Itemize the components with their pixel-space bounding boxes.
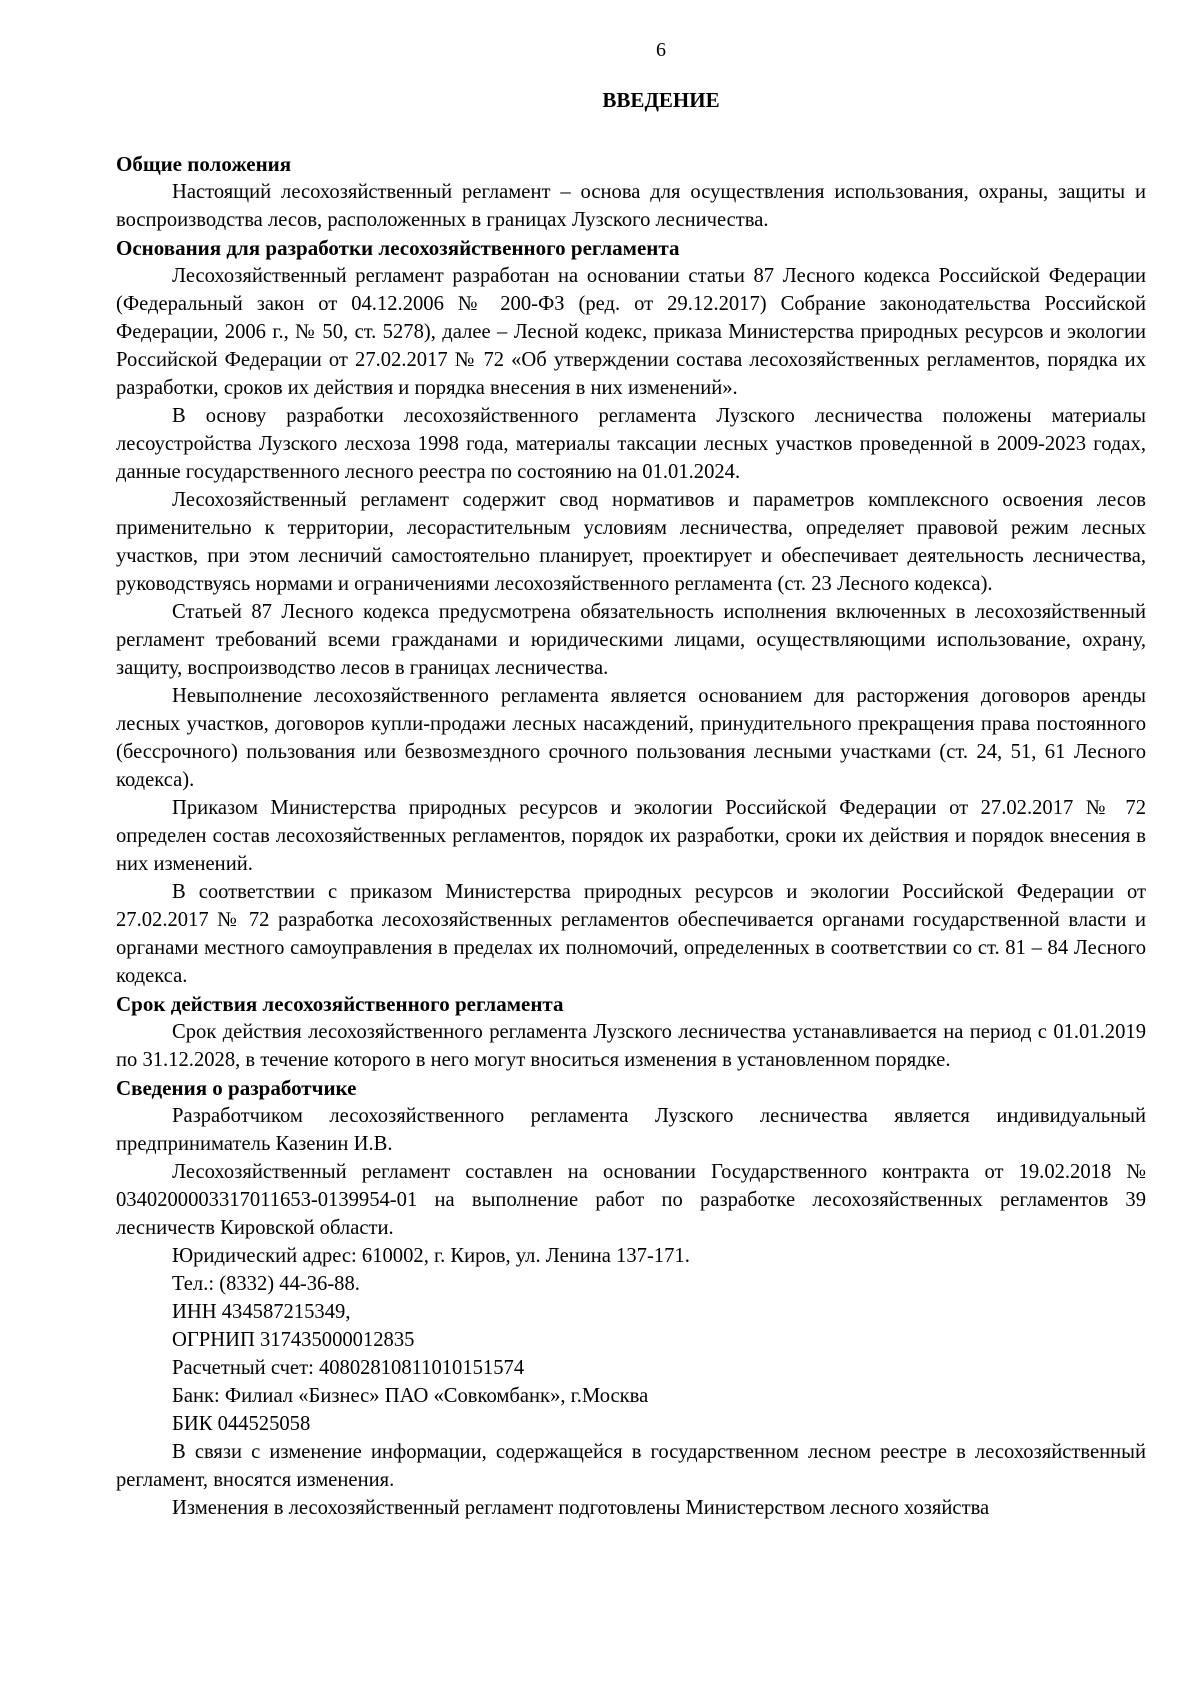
developer-bank: Банк: Филиал «Бизнес» ПАО «Совкомбанк», г.Москва bbox=[172, 1385, 649, 1407]
paragraph: Приказом Министерства природных ресурсов и экологии Российской Федерации от 27.02.2017 № 72 определен состав лесохозяйственных регламентов, порядок их разработки, сроки их действия и порядок внесения в них изменений. bbox=[116, 797, 1146, 875]
paragraph: Невыполнение лесохозяйственного регламента является основанием для расторжения договоров аренды лесных участков, договоров купли-продажи лесных насаждений, принудительного прекращения права постоянного (бессрочного) пользования или безвозмездного срочного пользования лесными участками (ст. 24, 51, 61 Лесного кодекса). bbox=[116, 685, 1146, 791]
section-heading-general: Общие положения bbox=[116, 152, 292, 176]
developer-account: Расчетный счет: 40802810811010151574 bbox=[172, 1357, 525, 1379]
paragraph: Изменения в лесохозяйственный регламент подготовлены Министерством лесного хозяйства bbox=[172, 1497, 990, 1519]
paragraph: Лесохозяйственный регламент разработан на основании статьи 87 Лесного кодекса Российской Федерации (Федеральный закон от 04.12.2006 № 200-ФЗ (ред. от 29.12.2017) Собрание законодательства Российской Федерации, 2006 г., № 50, ст. 5278), далее – Лесной кодекс, приказа Министерства природных ресурсов и экологии Российской Федерации от 27.02.2017 № 72 «Об утверждении состава лесохозяйственных регламентов, порядка их разработки, сроков их действия и порядка внесения в них изменений». bbox=[116, 265, 1146, 399]
document-page bbox=[116, 36, 1146, 1522]
paragraph: В связи с изменение информации, содержащейся в государственном лесном реестре в лесохозяйственный регламент, вносятся изменения. bbox=[116, 1441, 1146, 1491]
paragraph: Срок действия лесохозяйственного регламента Лузского лесничества устанавливается на период с 01.01.2019 по 31.12.2028, в течение которого в него могут вноситься изменения в установленном порядке. bbox=[116, 1021, 1146, 1071]
paragraph: В основу разработки лесохозяйственного регламента Лузского лесничества положены материалы лесоустройства Лузского лесхоза 1998 года, материалы таксации лесных участков проведенной в 2009-2023 годах, данные государственного лесного реестра по состоянию на 01.01.2024. bbox=[116, 405, 1146, 483]
page-title: ВВЕДЕНИЕ bbox=[602, 88, 720, 112]
section-heading-validity: Срок действия лесохозяйственного регламента bbox=[116, 992, 564, 1016]
paragraph: Разработчиком лесохозяйственного регламента Лузского лесничества является индивидуальный предприниматель Казенин И.В. bbox=[116, 1105, 1146, 1155]
developer-address: Юридический адрес: 610002, г. Киров, ул. Ленина 137-171. bbox=[172, 1245, 690, 1267]
developer-bik: БИК 044525058 bbox=[172, 1413, 311, 1435]
page-number: 6 bbox=[656, 39, 666, 61]
paragraph: В соответствии с приказом Министерства природных ресурсов и экологии Российской Федерации от 27.02.2017 № 72 разработка лесохозяйственных регламентов обеспечивается органами государственной власти и органами местного самоуправления в пределах их полномочий, определенных в соответствии со ст. 81 – 84 Лесного кодекса. bbox=[116, 881, 1146, 987]
paragraph: Лесохозяйственный регламент содержит свод нормативов и параметров комплексного освоения лесов применительно к территории, лесорастительным условиям лесничества, определяет правовой режим лесных участков, при этом лесничий самостоятельно планирует, проектирует и обеспечивает деятельность лесничества, руководствуясь нормами и ограничениями лесохозяйственного регламента (ст. 23 Лесного кодекса). bbox=[116, 489, 1146, 595]
developer-inn: ИНН 434587215349, bbox=[172, 1301, 351, 1323]
paragraph: Статьей 87 Лесного кодекса предусмотрена обязательность исполнения включенных в лесохозяйственный регламент требований всеми гражданами и юридическими лицами, осуществляющими использование, охрану, защиту, воспроизводство лесов в границах лесничества. bbox=[116, 601, 1146, 679]
paragraph: Настоящий лесохозяйственный регламент – основа для осуществления использования, охраны, защиты и воспроизводства лесов, расположенных в границах Лузского лесничества. bbox=[116, 181, 1146, 231]
developer-phone: Тел.: (8332) 44-36-88. bbox=[172, 1273, 360, 1295]
section-heading-grounds: Основания для разработки лесохозяйственного регламента bbox=[116, 236, 680, 260]
section-heading-developer: Сведения о разработчике bbox=[116, 1076, 357, 1100]
developer-ogrnip: ОГРНИП 317435000012835 bbox=[172, 1329, 415, 1351]
paragraph: Лесохозяйственный регламент составлен на основании Государственного контракта от 19.02.2018 № 0340200003317011653-0139954-01 на выполнение работ по разработке лесохозяйственных регламентов 39 лесничеств Кировской области. bbox=[116, 1161, 1146, 1239]
